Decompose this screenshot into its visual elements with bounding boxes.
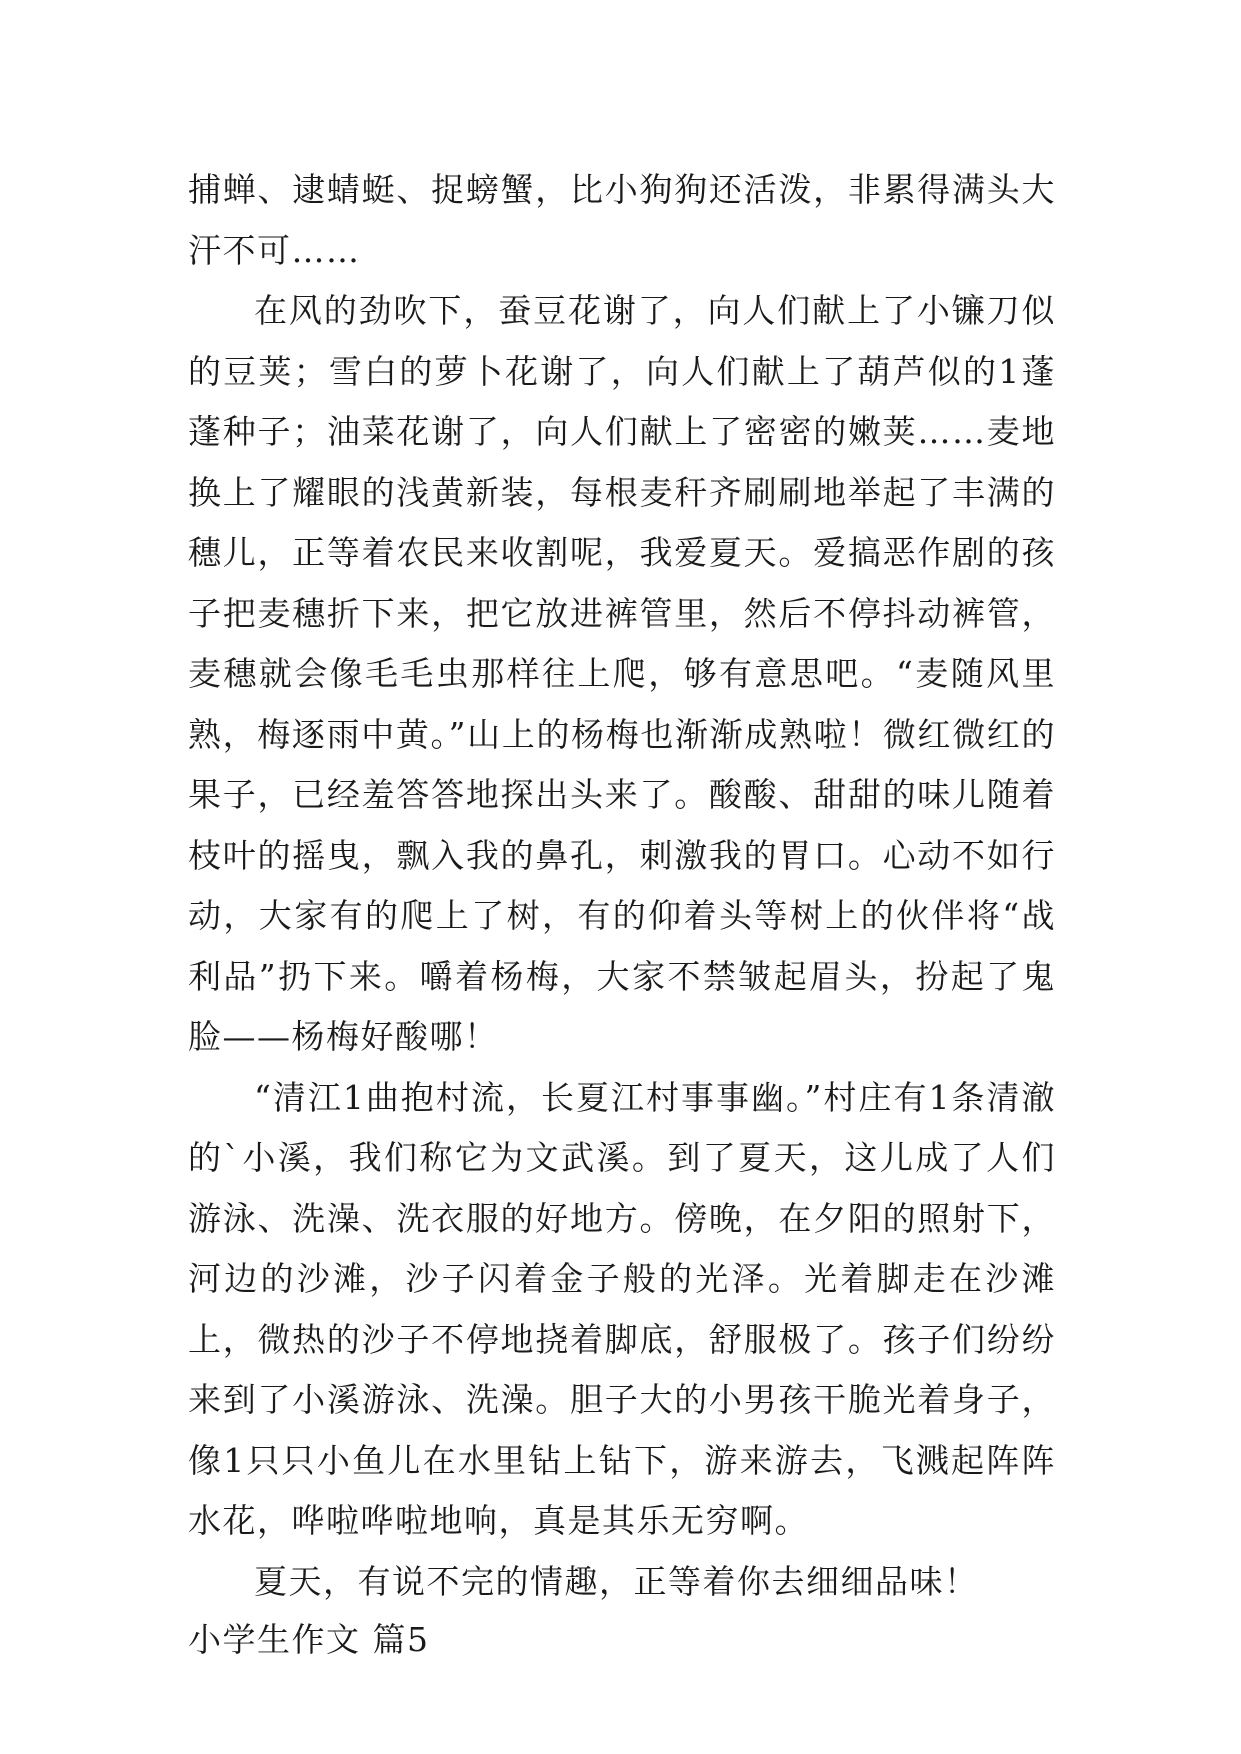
document-body	[188, 160, 1056, 1668]
paragraph-conclusion: 夏天，有说不完的情趣，正等着你去细细品味！	[254, 1561, 979, 1601]
paragraph-flowers-and-bayberry: 在风的劲吹下，蚕豆花谢了，向人们献上了小镰刀似的豆荚；雪白的萝卜花谢了，向人们献上了葫芦似的1蓬蓬种子；油菜花谢了，向人们献上了密密的嫩荚……麦地换上了耀眼的浅黄新装，每根麦秆齐刷刷地举起了丰满的穗儿，正等着农民来收割呢，我爱夏天。爱搞恶作剧的孩子把麦穗折下来，把它放进裤管里，然后不停抖动裤管，麦穗就会像毛毛虫那样往上爬，够有意思吧。“麦随风里熟，梅逐雨中黄。”山上的杨梅也渐渐成熟啦！微红微红的果子，已经羞答答地探出头来了。酸酸、甜甜的味儿随着枝叶的摇曳，飘入我的鼻孔，刺激我的胃口。心动不如行动，大家有的爬上了树，有的仰着头等树上的伙伴将“战利品”扔下来。嚼着杨梅，大家不禁皱起眉头，扮起了鬼脸——杨梅好酸哪！	[188, 291, 1056, 1056]
section-heading: 小学生作文 篇5	[188, 1620, 430, 1659]
paragraph-stream: “清江1曲抱村流，长夏江村事事幽。”村庄有1条清澈的`小溪，我们称它为文武溪。到了夏天，这儿成了人们游泳、洗澡、洗衣服的好地方。傍晚，在夕阳的照射下，河边的沙滩，沙子闪着金子般的光泽。光着脚走在沙滩上，微热的沙子不停地挠着脚底，舒服极了。孩子们纷纷来到了小溪游泳、洗澡。胆子大的小男孩干脆光着身子，像1只只小鱼儿在水里钻上钻下，游来游去，飞溅起阵阵水花，哗啦哗啦地响，真是其乐无穷啊。	[188, 1077, 1056, 1540]
paragraph-continued: 捕蝉、逮蜻蜓、捉螃蟹，比小狗狗还活泼，非累得满头大汗不可……	[188, 170, 1056, 270]
